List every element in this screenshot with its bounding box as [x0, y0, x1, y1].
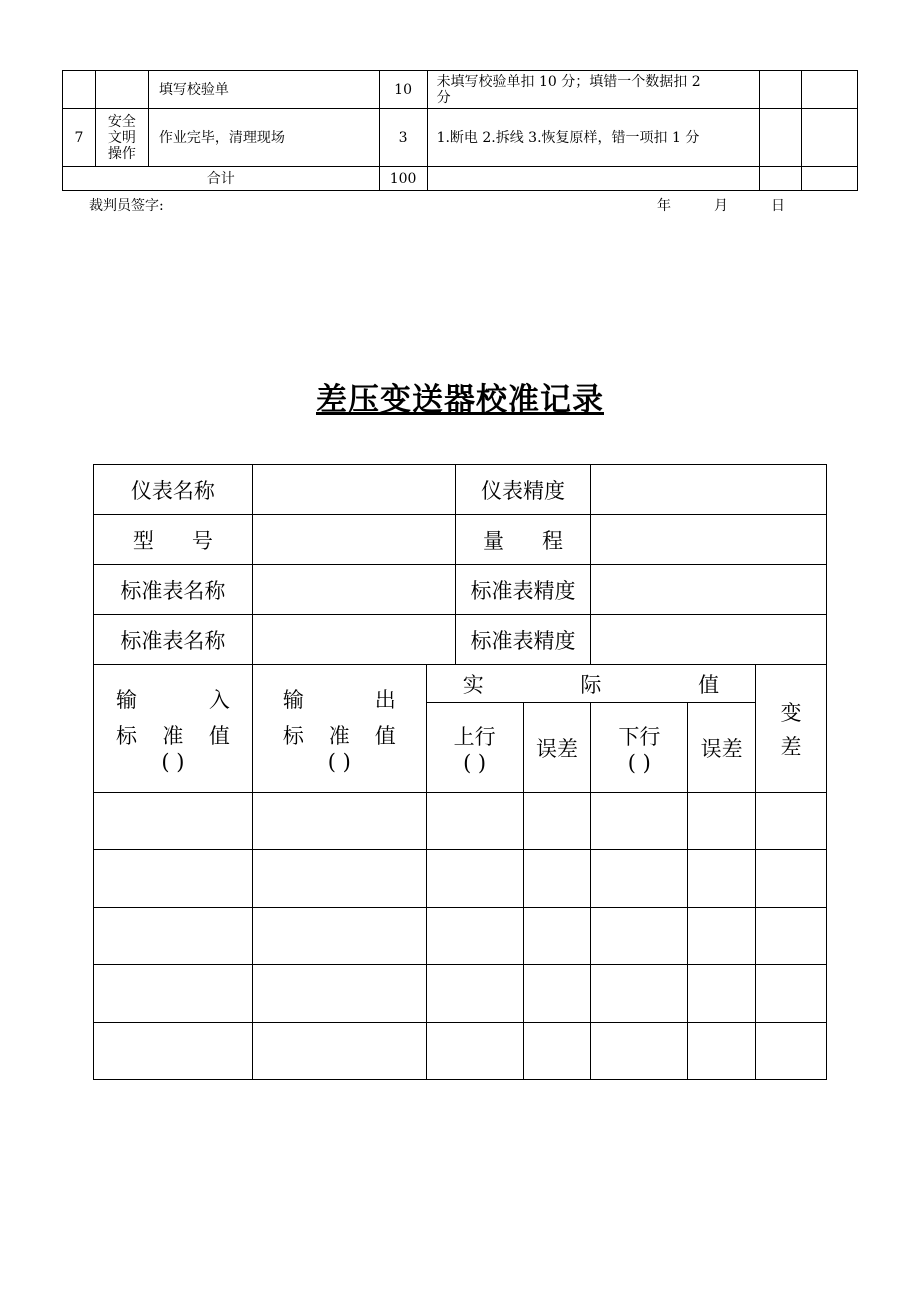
- input-standard-header: [94, 665, 253, 793]
- range-value: [591, 515, 827, 565]
- model-label: [94, 515, 253, 565]
- criteria-line: 分: [436, 89, 451, 106]
- criteria-line: 未填写校验单扣 10 分；填错一个数据扣 2: [436, 73, 701, 90]
- info-row: [94, 465, 827, 515]
- data-row: [94, 1023, 827, 1080]
- category-line: 安全: [107, 113, 136, 130]
- score-cell: 10: [379, 71, 427, 109]
- range-label: [455, 515, 591, 565]
- standard-value-line: 标 准 值: [282, 723, 396, 748]
- total-label-cell: 合计: [63, 167, 380, 191]
- category-cell: [95, 71, 148, 109]
- data-row: [94, 965, 827, 1023]
- std-name-label: 标准表名称: [94, 565, 253, 615]
- data-row: [94, 793, 827, 850]
- category-line: 操作: [107, 145, 136, 162]
- std-name-value: [252, 615, 455, 665]
- category-cell: [95, 109, 148, 167]
- blank-cell: [802, 71, 858, 109]
- std-accuracy-value: [591, 565, 827, 615]
- upstroke-header: 上行 ( ): [426, 703, 523, 793]
- data-row: [94, 908, 827, 965]
- day-label: 日: [771, 198, 785, 214]
- model-value: [252, 515, 455, 565]
- std-accuracy-label: 标准表精度: [455, 565, 591, 615]
- instrument-accuracy-label: 仪表精度: [455, 465, 591, 515]
- info-row: [94, 565, 827, 615]
- criteria-cell: [427, 71, 760, 109]
- unit-parens: ( ): [161, 749, 185, 774]
- blank-cell: [760, 167, 802, 191]
- score-row-total: [63, 167, 858, 191]
- output-standard-header: [252, 665, 426, 793]
- std-accuracy-value: [591, 615, 827, 665]
- score-cell: 3: [379, 109, 427, 167]
- standard-value-line: 标 准 值: [116, 723, 230, 748]
- info-row: [94, 615, 827, 665]
- criteria-cell: 1.断电 2.拆线 3.恢复原样，错一项扣 1 分: [427, 109, 760, 167]
- referee-signature-label: 裁判员签字:: [89, 198, 164, 214]
- downstroke-header: 下行 ( ): [591, 703, 688, 793]
- header-row: [94, 665, 827, 703]
- model-char: 号: [191, 528, 213, 553]
- std-accuracy-label: 标准表精度: [455, 615, 591, 665]
- total-score-cell: 100: [379, 167, 427, 191]
- range-char: 量: [483, 528, 505, 553]
- unit-parens: ( ): [327, 749, 351, 774]
- blank-cell: [760, 71, 802, 109]
- calibration-table: [93, 464, 827, 1080]
- range-char: 程: [542, 528, 564, 553]
- downstroke-error-header: 误差: [688, 703, 756, 793]
- instrument-accuracy-value: [591, 465, 827, 515]
- item-cell: 作业完毕，清理现场: [148, 109, 379, 167]
- page-title: 差压变送器校准记录: [316, 382, 604, 418]
- row-number-cell: [63, 71, 96, 109]
- variation-header: 变 差: [756, 665, 827, 793]
- score-table: [62, 70, 858, 191]
- actual-value-header: 实 际 值: [426, 665, 755, 703]
- output-line: 输 出: [282, 687, 396, 712]
- instrument-name-value: [252, 465, 455, 515]
- item-cell: 填写校验单: [148, 71, 379, 109]
- std-name-label: 标准表名称: [94, 615, 253, 665]
- upstroke-error-header: 误差: [523, 703, 591, 793]
- data-row: [94, 850, 827, 908]
- year-label: 年: [657, 198, 671, 214]
- blank-cell: [802, 167, 858, 191]
- instrument-name-label: 仪表名称: [94, 465, 253, 515]
- info-row: [94, 515, 827, 565]
- score-row-safety: [63, 109, 858, 167]
- score-row-fill-sheet: [63, 71, 858, 109]
- row-number-cell: 7: [63, 109, 96, 167]
- category-line: 文明: [107, 129, 136, 146]
- model-char: 型: [132, 528, 154, 553]
- blank-cell: [760, 109, 802, 167]
- blank-cell: [802, 109, 858, 167]
- std-name-value: [252, 565, 455, 615]
- month-label: 月: [714, 198, 728, 214]
- input-line: 输 入: [116, 687, 230, 712]
- blank-cell: [427, 167, 760, 191]
